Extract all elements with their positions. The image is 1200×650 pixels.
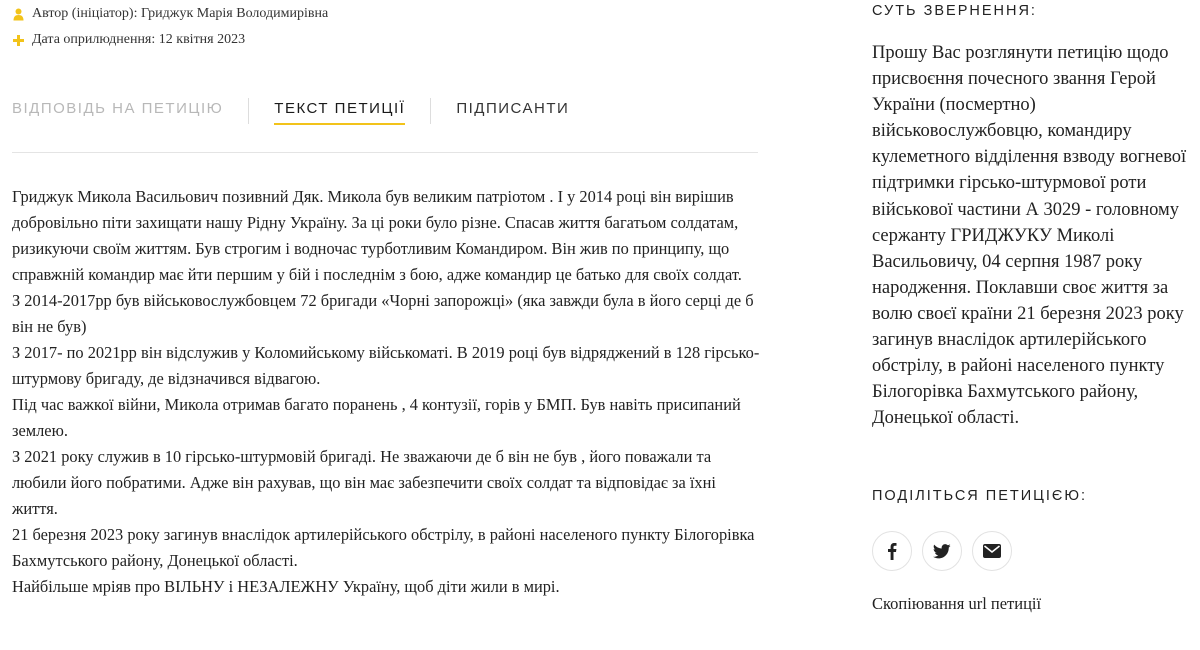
tab-signers[interactable]: ПІДПИСАНТИ	[456, 100, 570, 117]
twitter-share-button[interactable]	[922, 531, 962, 571]
twitter-icon	[933, 544, 951, 559]
petition-paragraph: Найбільше мріяв про ВІЛЬНУ і НЕЗАЛЕЖНУ Україну, щоб діти жили в мирі.	[12, 577, 560, 596]
summary-text: Прошу Вас розглянути петицію щодо присвоєння почесного звання Герой України (посмертно) військовослужбовцю, командиру кулеметного відділення взводу вогневої підтримки гірсько-штурмової роти військової частини А 3029 - головному сержанту ГРИДЖУКУ Миколі Васильовичу, 04 серпня 1987 року народження. Поклавши своє життя за волю своєї країни 21 березня 2023 року загинув внаслідок артилерійського обстрілу, в районі населеного пункту Білогорівка Бахмутського району, Донецької області.	[872, 43, 1187, 429]
petition-paragraph: З 2017- по 2021рр він відслужив у Коломийському військоматі. В 2019 році був відряджений в 128 гірсько-штурмову бригаду, де відзначився відвагою.	[12, 343, 760, 388]
plus-icon	[12, 35, 24, 46]
petition-paragraph: Під час важкої війни, Микола отримав багато поранень , 4 контузії, горів у БМП. Був навіть присипаний землею.	[12, 395, 741, 440]
share-title: ПОДІЛІТЬСЯ ПЕТИЦІЄЮ:	[872, 488, 1088, 504]
date-line	[12, 30, 245, 50]
tab-divider	[430, 98, 431, 124]
tab-response[interactable]: ВІДПОВІДЬ НА ПЕТИЦІЮ	[12, 100, 224, 117]
copy-url-link[interactable]: Скопіювання url петиції	[872, 594, 1042, 613]
summary-title: СУТЬ ЗВЕРНЕННЯ:	[872, 3, 1037, 19]
date-text: Дата оприлюднення: 12 квітня 2023	[32, 32, 246, 47]
divider	[12, 152, 758, 153]
tab-petition-text[interactable]: ТЕКСТ ПЕТИЦІЇ	[274, 100, 405, 125]
email-icon	[983, 544, 1001, 558]
petition-paragraph: 21 березня 2023 року загинув внаслідок артилерійського обстрілу, в районі населеного пункту Білогорівка Бахмутського району, Донецької області.	[12, 525, 755, 570]
petition-paragraph: З 2014-2017рр був військовослужбовцем 72 бригади «Чорні запорожці» (яка завжди була в його серці де б він не був)	[12, 291, 754, 336]
facebook-icon	[887, 542, 897, 560]
petition-paragraph: З 2021 року служив в 10 гірсько-штурмовій бригаді. Не зважаючи де б він не був , його поважали та любили його побратими. Адже він рахував, що він має забезпечити своїх солдат та відповідає за їхні життя.	[12, 447, 716, 518]
facebook-share-button[interactable]	[872, 531, 912, 571]
petition-text	[12, 184, 762, 600]
tab-divider	[248, 98, 249, 124]
person-icon	[12, 8, 24, 21]
author-text: Автор (ініціатор): Гриджук Марія Володимирівна	[32, 6, 329, 21]
petition-tabs	[12, 100, 569, 130]
share-buttons	[872, 531, 1012, 571]
author-line	[12, 4, 328, 24]
petition-paragraph: Гриджук Микола Васильович позивний Дяк. Микола був великим патріотом . І у 2014 році він вирішив добровільно піти захищати нашу Рідну Україну. За ці роки було різне. Спасав життя багатьом солдатам, ризикуючи своїм життям. Був строгим і водночас турботливим Командиром. Він жив по принципу, що справжній командир має йти першим у бій і последнім з бою, адже командир це батько для своїх солдат.	[12, 187, 742, 284]
email-share-button[interactable]	[972, 531, 1012, 571]
